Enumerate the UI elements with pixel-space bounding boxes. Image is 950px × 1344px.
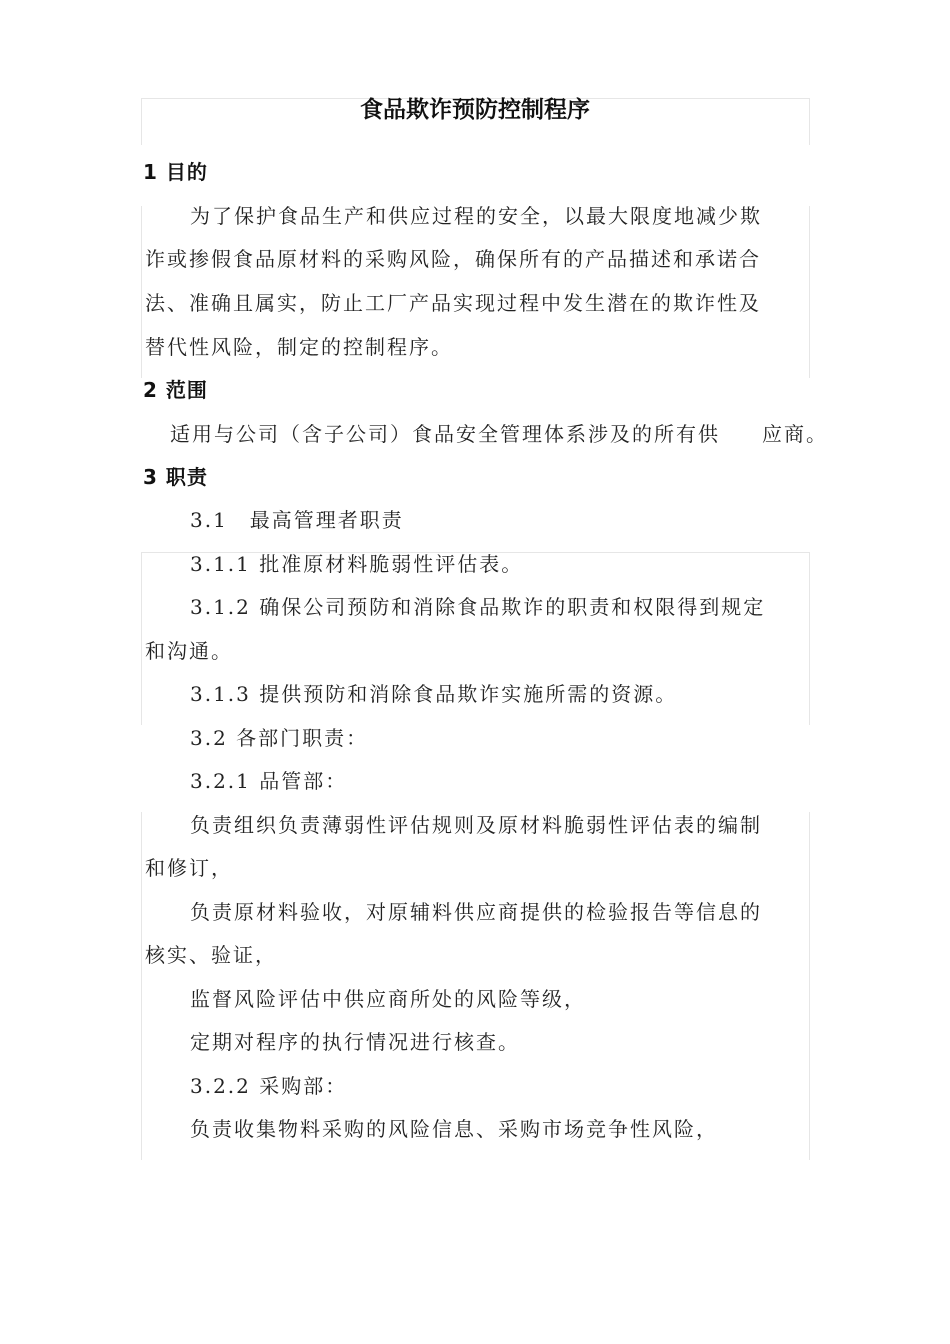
- item-3-2-2: 3.2.2 采购部：: [190, 1074, 348, 1098]
- item-3-1-1: 3.1.1 批准原材料脆弱性评估表。: [190, 552, 524, 576]
- item-3-2-1: 3.2.1 品管部：: [190, 769, 348, 793]
- document-title: 食品欺诈预防控制程序: [360, 97, 590, 123]
- purchasing-dept-duty-1: 负责收集物料采购的风险信息、采购市场竞争性风险，: [190, 1117, 718, 1141]
- item-3-1-2-line-1: 3.1.2 确保公司预防和消除食品欺诈的职责和权限得到规定: [190, 595, 766, 619]
- scope-line-b: 应商。: [762, 422, 828, 446]
- quality-dept-duty-3: 监督风险评估中供应商所处的风险等级，: [190, 987, 586, 1011]
- quality-dept-duty-4: 定期对程序的执行情况进行核查。: [190, 1030, 520, 1054]
- section-heading-responsibilities: 3 职责: [143, 465, 208, 489]
- scope-line-a: 适用与公司（含子公司）食品安全管理体系涉及的所有供: [170, 422, 720, 446]
- quality-dept-duty-2-line-1: 负责原材料验收，对原辅料供应商提供的检验报告等信息的: [190, 900, 762, 924]
- quality-dept-duty-1-line-2: 和修订，: [145, 856, 233, 880]
- section-heading-scope: 2 范围: [143, 378, 208, 402]
- item-3-1-3: 3.1.3 提供预防和消除食品欺诈实施所需的资源。: [190, 682, 678, 706]
- purpose-line-3: 法、准确且属实，防止工厂产品实现过程中发生潜在的欺诈性及: [145, 291, 761, 315]
- item-3-2: 3.2 各部门职责：: [190, 726, 369, 750]
- section-heading-purpose: 1 目的: [143, 160, 208, 184]
- item-3-1-2-line-2: 和沟通。: [145, 639, 233, 663]
- quality-dept-duty-2-line-2: 核实、验证，: [145, 943, 277, 967]
- purpose-line-2: 诈或掺假食品原材料的采购风险，确保所有的产品描述和承诺合: [145, 247, 761, 271]
- quality-dept-duty-1-line-1: 负责组织负责薄弱性评估规则及原材料脆弱性评估表的编制: [190, 813, 762, 837]
- purpose-line-1: 为了保护食品生产和供应过程的安全，以最大限度地减少欺: [190, 204, 762, 228]
- item-3-1: 3.1 最高管理者职责: [190, 508, 404, 532]
- purpose-line-4: 替代性风险，制定的控制程序。: [145, 335, 453, 359]
